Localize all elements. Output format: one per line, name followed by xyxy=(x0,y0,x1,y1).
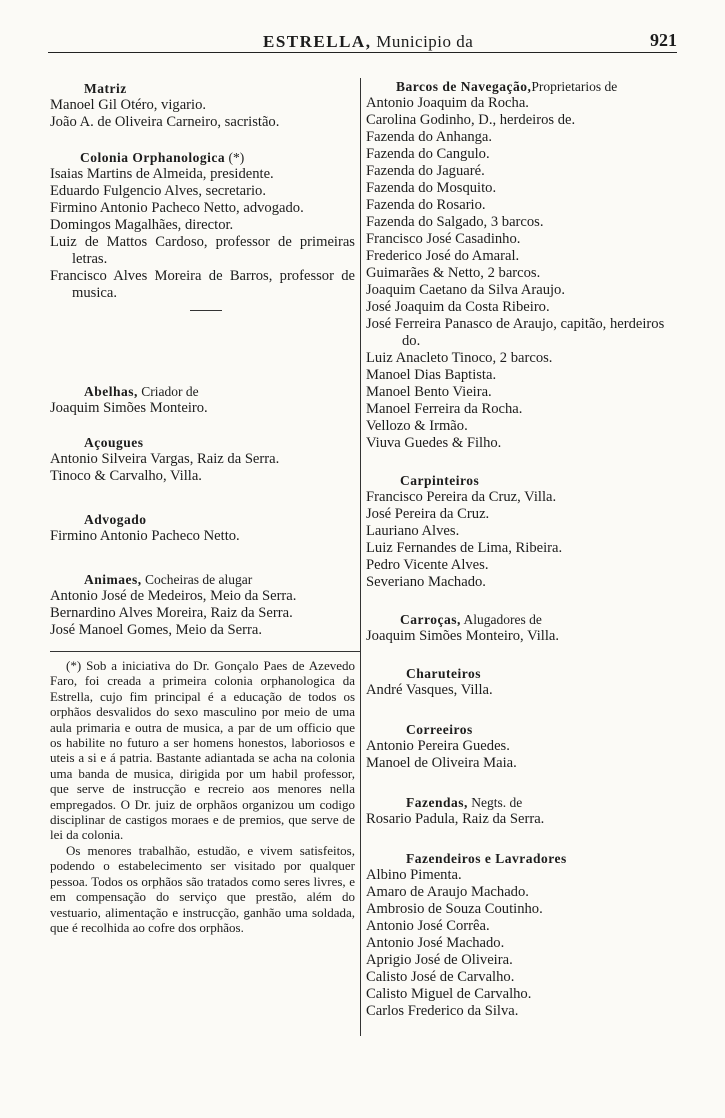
list-item: Francisco Alves Moreira de Barros, professor de musica. xyxy=(50,268,355,301)
column-divider xyxy=(360,78,361,1036)
section-fazendeiros xyxy=(366,850,686,1020)
list-item: Francisco Pereira da Cruz, Villa. xyxy=(366,489,557,505)
list-item: Albino Pimenta. xyxy=(366,867,462,883)
list-item: Tinoco & Carvalho, Villa. xyxy=(50,468,202,484)
list-item: José Pereira da Cruz. xyxy=(366,506,490,522)
right-column xyxy=(366,78,686,1020)
list-item: José Manoel Gomes, Meio da Serra. xyxy=(50,622,262,638)
list-item: Calisto José de Carvalho. xyxy=(366,969,515,985)
list-item: Luiz de Mattos Cardoso, professor de primeiras letras. xyxy=(50,234,355,267)
footnote-paragraph: (*) Sob a iniciativa do Dr. Gonçalo Paes de Azevedo Faro, foi creada a primeira colonia orphanologica da Estrella, cujo fim principal é a educação de todos os orphãos desvalidos do sexo masculino por meio de uma aula primaria e outra de musica, a par de um officio que os habilite no futuro a ser homens honestos, laboriosos e uteis a si e á patria. Bastante adiantada se acha na colonia uma banda de musica, dirigida por um habil professor, que serve de instrucção e recreio aos menores nella empregados. O Dr. juiz de orphãos organizou um codigo disciplinar de castigos moraes e de premios, que serve de lei da colonia. xyxy=(50,658,355,843)
list-item: Fazenda do Jaguaré. xyxy=(366,163,485,179)
section-heading: Abelhas, xyxy=(84,384,138,399)
list-item: José Ferreira Panasco de Araujo, capitão, herdeiros do. xyxy=(366,316,665,349)
list-item: Domingos Magalhães, director. xyxy=(50,217,234,233)
list-item: Manoel Gil Otéro, vigario. xyxy=(50,97,207,113)
section-animaes xyxy=(50,571,355,639)
section-heading: Colonia Orphanologica xyxy=(80,150,226,165)
list-item: Fazenda do Mosquito. xyxy=(366,180,497,196)
list-item: Luiz Anacleto Tinoco, 2 barcos. xyxy=(366,350,553,366)
list-item: Amaro de Araujo Machado. xyxy=(366,884,529,900)
footnote-rule xyxy=(50,651,360,652)
list-item: Antonio José Corrêa. xyxy=(366,918,490,934)
page-number: 921 xyxy=(650,30,677,50)
list-item: João A. de Oliveira Carneiro, sacristão. xyxy=(50,114,280,130)
section-advogado xyxy=(50,511,355,545)
list-item: Antonio José Machado. xyxy=(366,935,505,951)
list-item: Lauriano Alves. xyxy=(366,523,460,539)
list-item: Joaquim Simões Monteiro, Villa. xyxy=(366,628,560,644)
list-item: Fazenda do Salgado, 3 barcos. xyxy=(366,214,544,230)
section-heading: Matriz xyxy=(84,81,127,96)
list-item: Isaias Martins de Almeida, presidente. xyxy=(50,166,274,182)
section-heading: Carpinteiros xyxy=(400,473,480,488)
section-subheading: Cocheiras de alugar xyxy=(145,572,253,587)
section-subheading: Negts. de xyxy=(471,795,523,810)
list-item: Antonio Silveira Vargas, Raiz da Serra. xyxy=(50,451,280,467)
list-item: Vellozo & Irmão. xyxy=(366,418,468,434)
list-item: Antonio Joaquim da Rocha. xyxy=(366,95,529,111)
list-item: Frederico José do Amaral. xyxy=(366,248,520,264)
list-item: Calisto Miguel de Carvalho. xyxy=(366,986,532,1002)
section-heading: Advogado xyxy=(84,512,147,527)
list-item: Carlos Frederico da Silva. xyxy=(366,1003,519,1019)
list-item: André Vasques, Villa. xyxy=(366,682,493,698)
list-item: Joaquim Simões Monteiro. xyxy=(50,400,208,416)
list-item: José Joaquim da Costa Ribeiro. xyxy=(366,299,550,315)
list-item: Aprigio José de Oliveira. xyxy=(366,952,513,968)
left-column xyxy=(50,80,355,935)
list-item: Francisco José Casadinho. xyxy=(366,231,521,247)
list-item: Antonio Pereira Guedes. xyxy=(366,738,510,754)
list-item: Bernardino Alves Moreira, Raiz da Serra. xyxy=(50,605,293,621)
section-fazendas xyxy=(366,794,686,828)
list-item: Firmino Antonio Pacheco Netto. xyxy=(50,528,240,544)
section-acougues xyxy=(50,434,355,485)
list-item: Manoel Bento Vieira. xyxy=(366,384,492,400)
section-subheading: Proprietarios de xyxy=(531,79,618,94)
section-carrocas xyxy=(366,611,686,645)
footnote-paragraph: Os menores trabalhão, estudão, e vivem satisfeitos, podendo o estabelecimento ser visitado por qualquer pessoa. Todos os orphãos são tratados como seres livres, e em compensação do serviço que prestão, além do vestuario, alimentação e instrucção, ganhão uma soldada, que é recolhida ao cofre dos orphãos. xyxy=(50,842,355,935)
list-item: Fazenda do Rosario. xyxy=(366,197,486,213)
list-item: Fazenda do Cangulo. xyxy=(366,146,490,162)
list-item: Ambrosio de Souza Coutinho. xyxy=(366,901,543,917)
section-subheading: Criador de xyxy=(141,384,199,399)
list-item: Eduardo Fulgencio Alves, secretario. xyxy=(50,183,267,199)
section-heading: Barcos de Navegação, xyxy=(396,79,532,94)
section-subheading: Alugadores de xyxy=(463,612,542,627)
list-item: Severiano Machado. xyxy=(366,574,486,590)
footnote-ref: (*) xyxy=(228,150,245,165)
section-heading: Fazendas, xyxy=(406,795,468,810)
section-heading: Carroças, xyxy=(400,612,461,627)
list-item: Rosario Padula, Raiz da Serra. xyxy=(366,811,545,827)
section-heading: Correeiros xyxy=(406,722,473,737)
list-item: Manoel Dias Baptista. xyxy=(366,367,497,383)
section-heading: Animaes, xyxy=(84,572,142,587)
list-item: Fazenda do Anhanga. xyxy=(366,129,493,145)
section-barcos xyxy=(366,78,686,452)
section-charuteiros xyxy=(366,665,686,699)
header-municipality: Municipio da xyxy=(376,32,474,51)
list-item: Carolina Godinho, D., herdeiros de. xyxy=(366,112,576,128)
section-matriz xyxy=(50,80,355,131)
section-carpinteiros xyxy=(366,472,686,591)
section-rule xyxy=(190,310,222,311)
list-item: Pedro Vicente Alves. xyxy=(366,557,489,573)
footnote xyxy=(50,658,355,935)
list-item: Manoel Ferreira da Rocha. xyxy=(366,401,523,417)
list-item: Luiz Fernandes de Lima, Ribeira. xyxy=(366,540,563,556)
header-city: ESTRELLA, xyxy=(263,32,372,51)
section-colonia xyxy=(50,149,355,311)
list-item: Guimarães & Netto, 2 barcos. xyxy=(366,265,541,281)
list-item: Viuva Guedes & Filho. xyxy=(366,435,502,451)
running-header xyxy=(48,30,677,53)
list-item: Firmino Antonio Pacheco Netto, advogado. xyxy=(50,200,304,216)
section-heading: Açougues xyxy=(84,435,144,450)
section-heading: Charuteiros xyxy=(406,666,481,681)
list-item: Manoel de Oliveira Maia. xyxy=(366,755,517,771)
list-item: Joaquim Caetano da Silva Araujo. xyxy=(366,282,566,298)
section-correeiros xyxy=(366,721,686,772)
section-abelhas xyxy=(50,383,355,417)
list-item: Antonio José de Medeiros, Meio da Serra. xyxy=(50,588,297,604)
header-title xyxy=(263,32,473,52)
section-heading: Fazendeiros e Lavradores xyxy=(406,851,567,866)
